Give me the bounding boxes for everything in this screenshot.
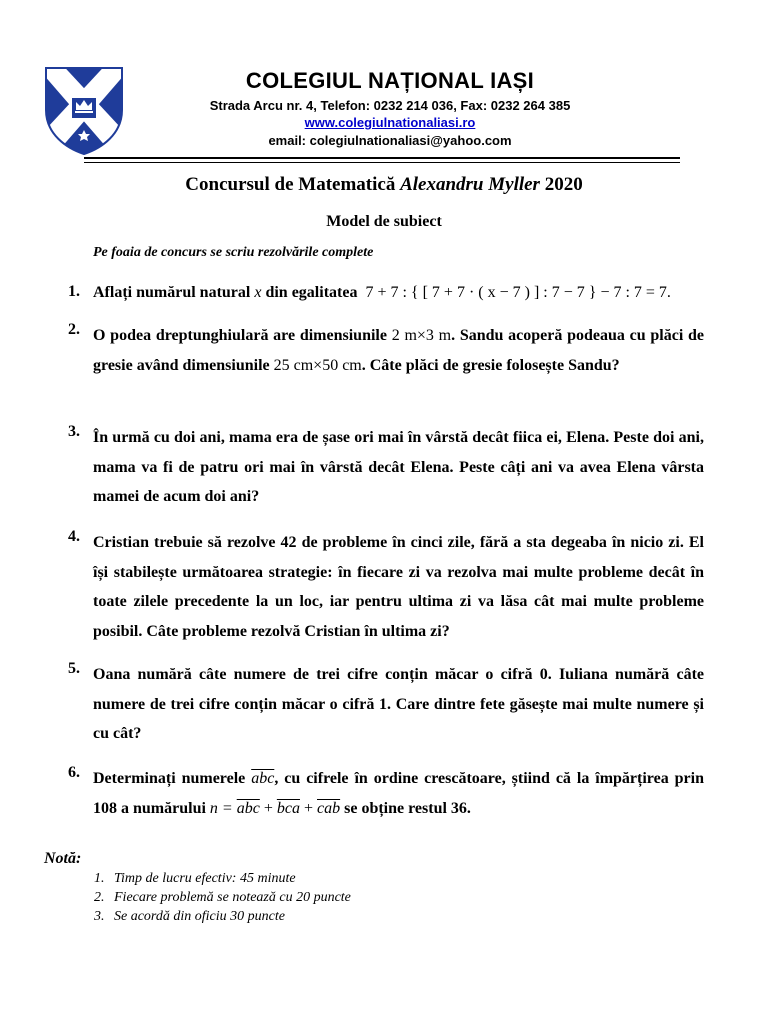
note-item: 3. Se acordă din oficiu 30 puncte: [94, 909, 285, 924]
note-label: Notă:: [44, 850, 82, 867]
instruction: Pe foaia de concurs se scriu rezolvările complete: [93, 245, 374, 260]
contest-title: Concursul de Matematică Alexandru Myller 2020: [185, 174, 583, 195]
school-crest-icon: [42, 64, 126, 156]
header-rule-thick: [84, 157, 680, 159]
note-list: [94, 869, 351, 926]
school-email: email: colegiulnationaliasi@yahoo.com: [268, 133, 512, 148]
problem-number: 6.: [68, 764, 80, 781]
school-website-link[interactable]: www.colegiulnationaliasi.ro: [304, 115, 476, 130]
school-address: Strada Arcu nr. 4, Telefon: 0232 214 036, Fax: 0232 264 385: [209, 98, 571, 113]
problem-text: Aflați numărul natural x din egalitatea 7 + 7 : { [ 7 + 7 · ( x − 7 ) ] : 7 − 7 } − 7 : 7 = 7.: [93, 284, 671, 301]
problem-6: [68, 764, 704, 823]
note-item: 2. Fiecare problemă se notează cu 20 puncte: [94, 890, 351, 905]
problem-number: 1.: [68, 283, 80, 300]
problem-text: În urmă cu doi ani, mama era de șase ori mai în vârstă decât fiica ei, Elena. Peste doi ani, mama va fi de patru ori mai în vârstă decât Elena. Peste câți ani va avea Elena vârsta mamei de acum doi ani?: [93, 429, 704, 505]
problem-2: [68, 321, 704, 380]
problem-number: 2.: [68, 321, 80, 338]
school-name: COLEGIUL NAȚIONAL IAȘI: [245, 68, 535, 93]
problem-number: 4.: [68, 528, 80, 545]
problem-1-formula: 7 + 7 : { [ 7 + 7 · ( x − 7 ) ] : 7 − 7 } − 7 : 7 = 7.: [365, 284, 671, 301]
problem-text: Cristian trebuie să rezolve 42 de probleme în cinci zile, fără a sta degeaba în nicio zi. El își stabilește următoarea strategie: în fiecare zi va rezolva mai multe probleme decât în toate zilele precedente la un loc, iar pentru ultima zi va lăsa cât mai multe probleme posibil. Câte probleme rezolvă Cristian în ultima zi?: [93, 534, 704, 640]
header-rule-thin: [84, 162, 680, 163]
subtitle: Model de subiect: [326, 213, 442, 230]
problem-3: [68, 423, 704, 512]
problem-5: [68, 660, 704, 749]
problem-number: 3.: [68, 423, 80, 440]
problem-4: [68, 528, 704, 646]
problem-number: 5.: [68, 660, 80, 677]
problem-1: [68, 283, 704, 303]
problem-text: O podea dreptunghiulară are dimensiunile 2 m×3 m. Sandu acoperă podeaua cu plăci de gresie având dimensiunile 25 cm×50 cm. Câte plăci de gresie folosește Sandu?: [93, 327, 705, 374]
note-item: 1. Timp de lucru efectiv: 45 minute: [94, 871, 296, 886]
problem-text: Determinați numerele $\overline{abc}$, cu cifrele în ordine crescătoare, știind că la împărțirea prin 108 a numărului $n = \overline{abc} + \overline{bca} + \overline{cab}$ se obține restul 36.: [93, 770, 704, 817]
problem-text: Oana numără câte numere de trei cifre conțin măcar o cifră 0. Iuliana numără câte numere de trei cifre conțin măcar o cifră 1. Care dintre fete găsește mai multe numere și cu cât?: [93, 666, 704, 742]
